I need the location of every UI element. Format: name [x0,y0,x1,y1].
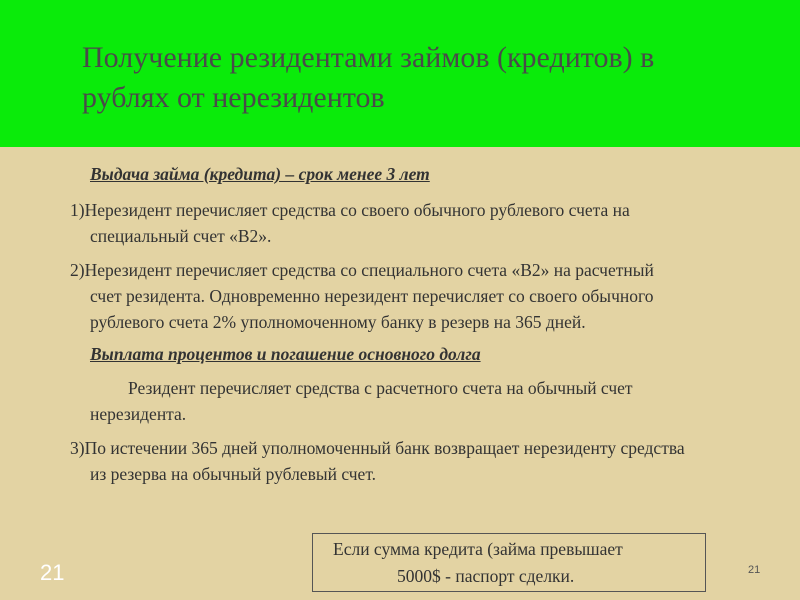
item-2-line-3: рублевого счета 2% уполномоченному банку в резерв на 365 дней. [90,312,586,332]
item-3-line-1: 3)По истечении 365 дней уполномоченный банк возвращает нерезиденту средства [70,438,685,458]
item-1-line-2: специальный счет «В2». [90,226,272,246]
section-heading-interest-payment: Выплата процентов и погашение основного долга [90,344,481,364]
slide-title-line-1: Получение резидентами займов (кредитов) в [82,41,655,74]
item-2-line-1: 2)Нерезидент перечисляет средства со специального счета «В2» на расчетный [70,260,654,280]
slide-title-line-2: рублях от нерезидентов [82,81,385,114]
slide-number-large: 21 [40,560,65,585]
passport-note-box [312,533,706,592]
note-box-line-1: Если сумма кредита (займа превышает [333,539,623,559]
item-1-line-1: 1)Нерезидент перечисляет средства со своего обычного рублевого счета на [70,200,630,220]
item-3-line-2: из резерва на обычный рублевый счет. [90,464,377,484]
note-box-line-2: 5000$ - паспорт сделки. [397,566,575,586]
slide-number-small: 21 [748,564,761,576]
section-heading-loan-issue: Выдача займа (кредита) – срок менее 3 лет [90,164,430,184]
resident-text-line-2: нерезидента. [90,404,187,424]
resident-text-line-1: Резидент перечисляет средства с расчетного счета на обычный счет [128,378,633,398]
item-2-line-2: счет резидента. Одновременно нерезидент перечисляет со своего обычного [90,286,654,306]
